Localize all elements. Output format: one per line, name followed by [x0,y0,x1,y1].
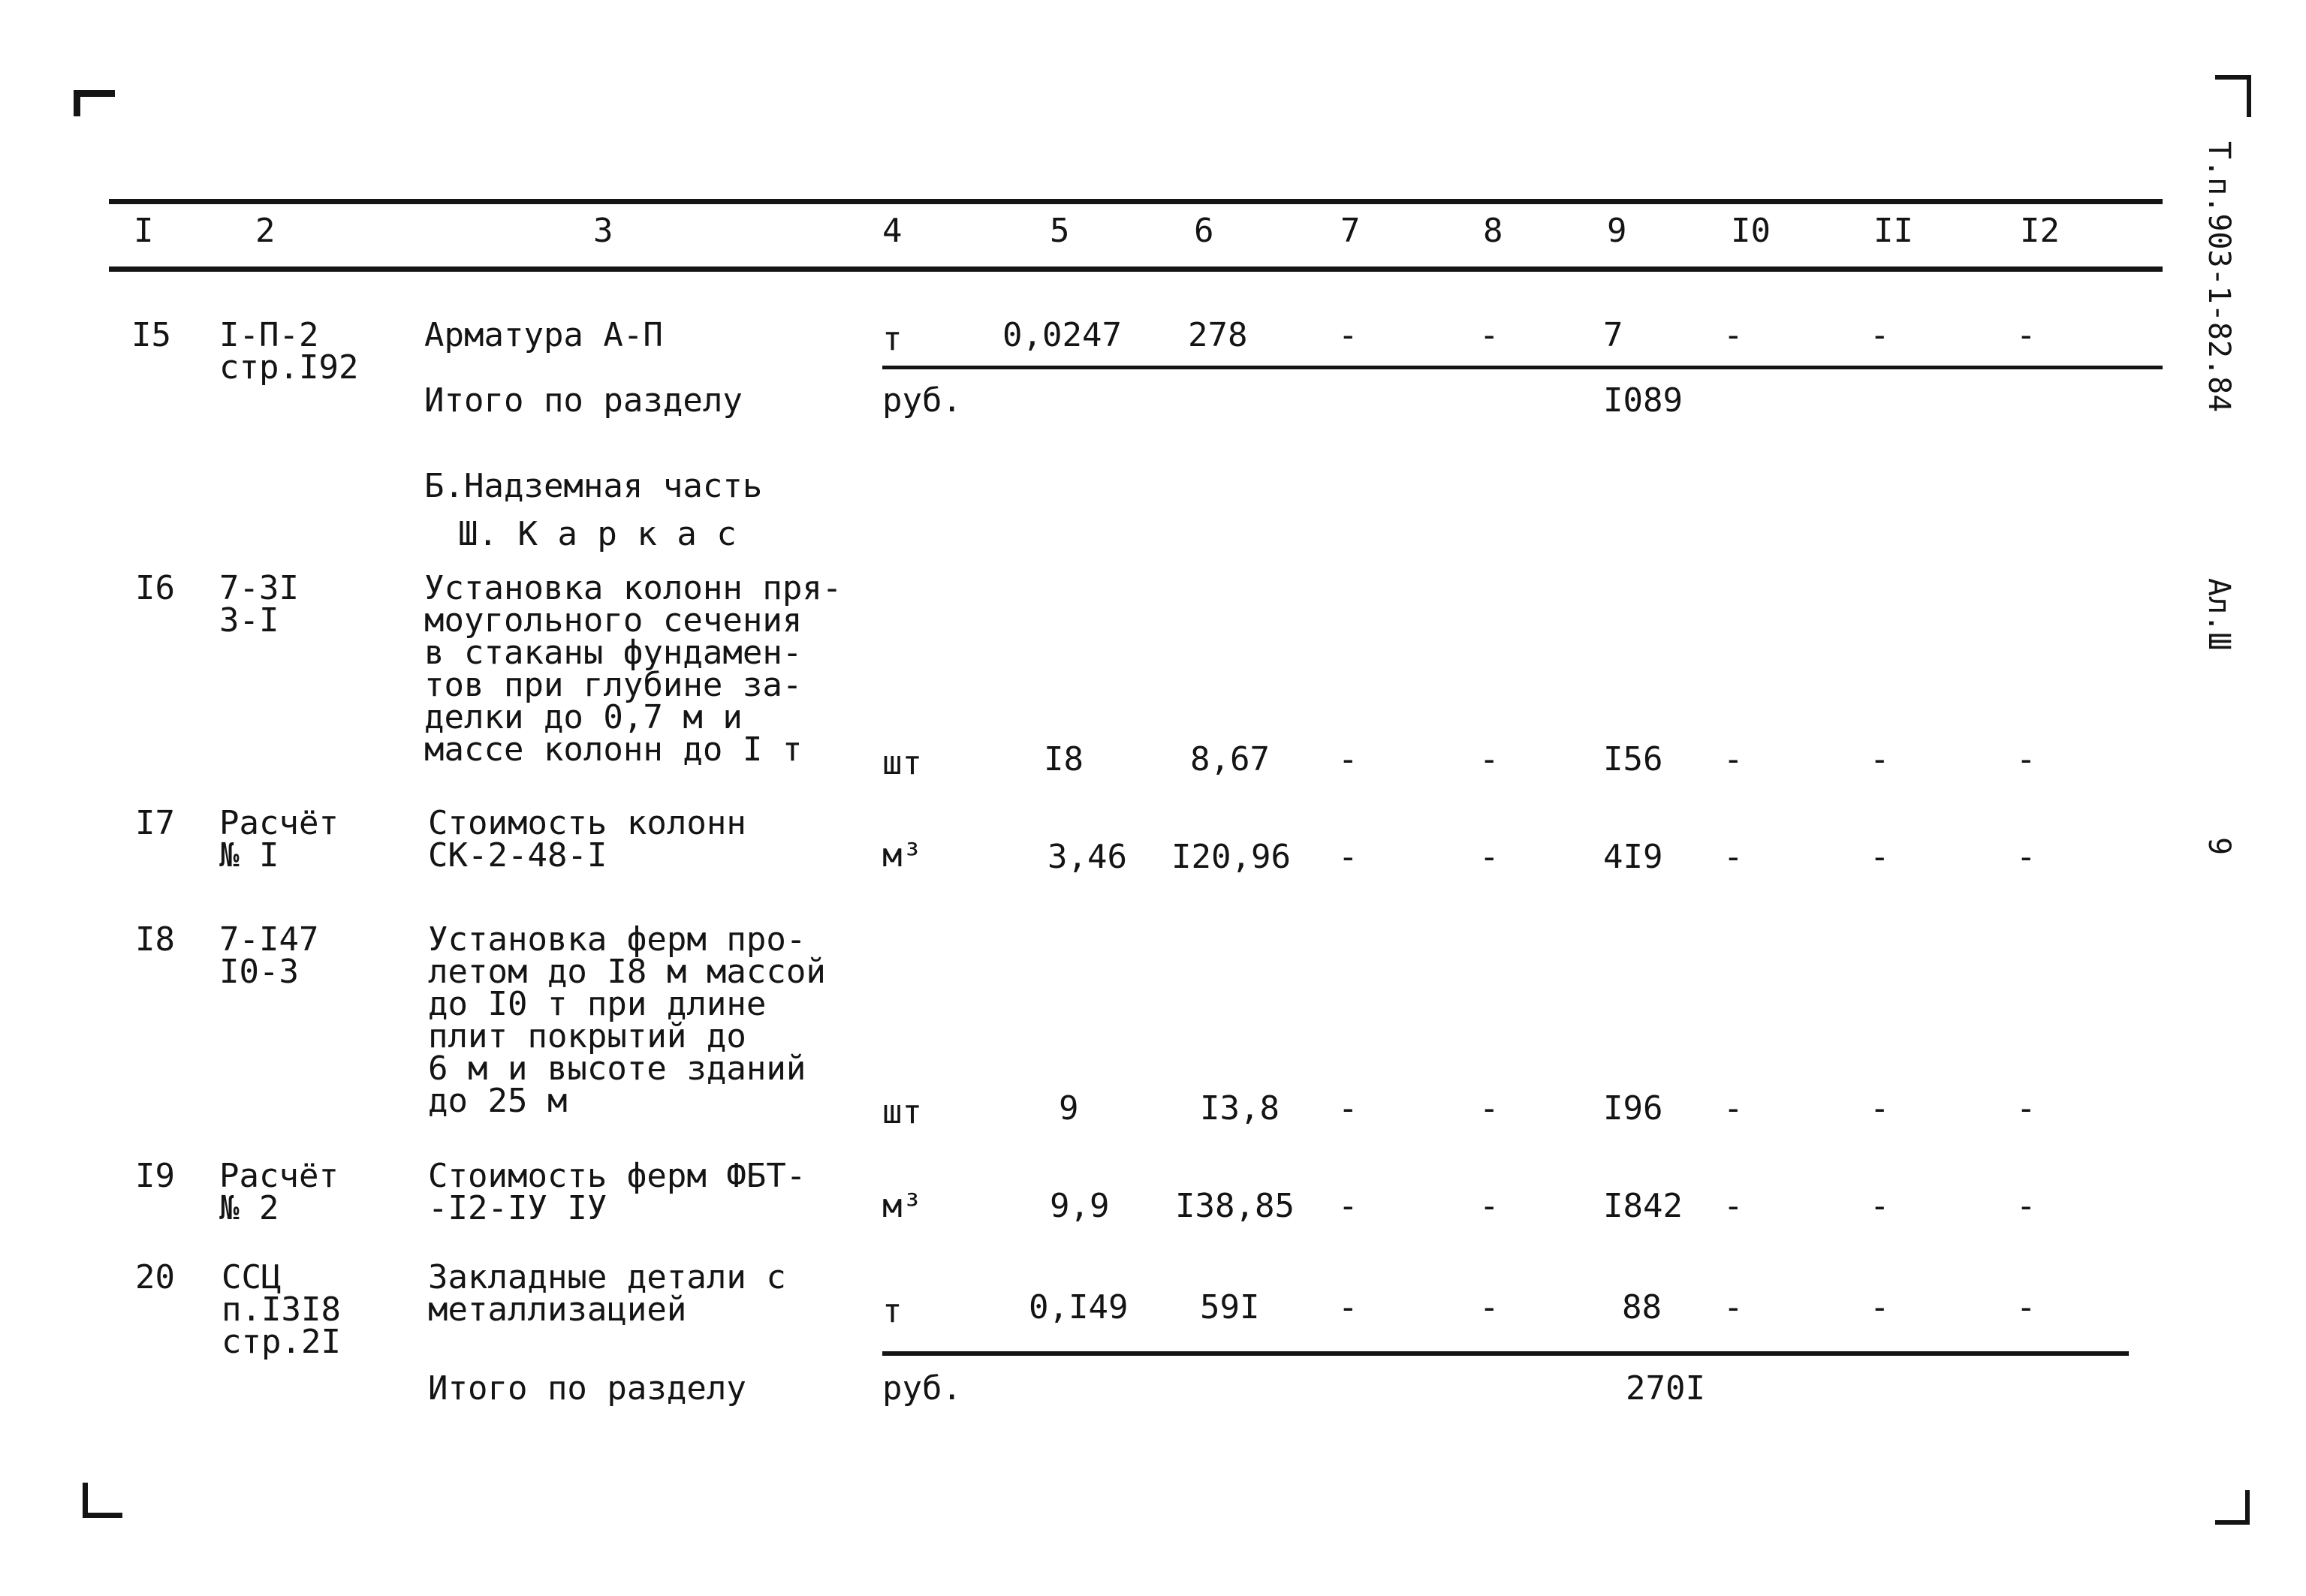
row-col-8: - [1479,316,1500,354]
row-col-8: - [1479,838,1500,876]
row-total: I56 [1603,740,1663,778]
subtotal-label: Итого по разделу [428,1369,746,1408]
header-col-11: II [1873,212,1913,250]
row-col-8: - [1479,1187,1500,1225]
row-unit: т [882,1292,903,1330]
row-description: Установка колонн пря- моугольного сечения в стаканы фундамен- тов при глубине за- делки до 0,7 м и массе колонн до I т [424,569,843,769]
row-col-11: - [1870,740,1890,778]
row-unit: м³ [882,836,922,875]
row-description: Стоимость колонн СК-2-48-I [428,804,746,875]
row-col-7: - [1338,1089,1358,1128]
row-col-12: - [2016,838,2036,876]
row-total: I842 [1603,1187,1683,1225]
row-col-11: - [1870,1187,1890,1225]
subtotal-unit: руб. [882,1369,962,1408]
subtotal-2-rule [882,1351,2129,1356]
row-code: 7-I47 I0-3 [219,920,319,991]
subtotal-value: 270I [1626,1369,1705,1408]
row-number: I7 [135,804,175,842]
header-col-4: 4 [882,212,903,250]
row-description: Арматура А-П [424,316,663,354]
row-unit: шт [882,744,922,782]
crop-mark-bottom-left [83,1483,122,1518]
header-col-1: I [134,212,154,250]
row-number: I8 [135,920,175,959]
row-quantity: 3,46 [1047,838,1127,876]
row-quantity: I8 [1044,740,1084,778]
row-col-7: - [1338,740,1358,778]
subtotal-label: Итого по разделу [424,381,743,420]
crop-mark-top-right [2215,75,2251,117]
row-unit-price: 59I [1200,1288,1260,1326]
row-col-7: - [1338,316,1358,354]
row-unit: т [882,320,903,358]
row-col-10: - [1723,316,1744,354]
row-total: I96 [1603,1089,1663,1128]
row-col-11: - [1870,1288,1890,1326]
row-unit-price: I3,8 [1200,1089,1280,1128]
album-number: Ал.Ш [2202,578,2236,651]
crop-mark-bottom-right [2215,1490,2250,1525]
row-code: ССЦ п.I3I8 стр.2I [222,1258,341,1361]
header-bottom-rule [109,267,2163,272]
row-unit-price: 8,67 [1190,740,1270,778]
row-quantity: 0,I49 [1029,1288,1129,1326]
row-col-11: - [1870,838,1890,876]
header-col-10: I0 [1731,212,1771,250]
row-col-12: - [2016,1288,2036,1326]
document-code: Т.п.903-1-82.84 [2202,141,2236,413]
header-col-3: 3 [593,212,613,250]
row-col-10: - [1723,1089,1744,1128]
header-col-8: 8 [1483,212,1503,250]
row-col-10: - [1723,1187,1744,1225]
header-col-12: I2 [2020,212,2060,250]
row-col-12: - [2016,316,2036,354]
row-quantity: 0,0247 [1002,316,1122,354]
row-col-12: - [2016,1187,2036,1225]
page-number: 9 [2202,837,2236,856]
row-total: 4I9 [1603,838,1663,876]
row-quantity: 9,9 [1050,1187,1110,1225]
row-unit-price: 278 [1188,316,1248,354]
row-col-7: - [1338,1187,1358,1225]
row-col-11: - [1870,316,1890,354]
row-description: Установка ферм про- летом до I8 м массой до I0 т при длине плит покрытий до 6 м и высоте зданий до 25 м [428,920,826,1120]
row-number: I5 [131,316,171,354]
row-code: Расчёт № I [219,804,339,875]
subtotal-value: I089 [1603,381,1683,420]
row-col-12: - [2016,1089,2036,1128]
row-total: 7 [1603,316,1623,354]
row-description: Стоимость ферм ФБТ- -I2-IУ IУ [428,1157,806,1227]
row-code: Расчёт № 2 [219,1157,339,1227]
row-code: 7-3I 3-I [219,569,299,640]
header-col-2: 2 [255,212,276,250]
subtotal-1-rule [882,366,2163,369]
row-unit: шт [882,1093,922,1131]
row-unit-price: I38,85 [1175,1187,1295,1225]
row-quantity: 9 [1059,1089,1079,1128]
row-col-8: - [1479,740,1500,778]
header-col-5: 5 [1050,212,1070,250]
row-unit: м³ [882,1187,922,1225]
row-unit-price: I20,96 [1171,838,1291,876]
crop-mark-top-left [74,90,115,116]
subtotal-unit: руб. [882,381,962,420]
row-number: I6 [135,569,175,607]
row-total: 88 [1622,1288,1662,1326]
row-col-12: - [2016,740,2036,778]
subsection-heading: Ш. К а р к а с [458,515,737,553]
row-col-10: - [1723,740,1744,778]
header-col-9: 9 [1607,212,1627,250]
row-col-10: - [1723,838,1744,876]
row-number: I9 [135,1157,175,1195]
row-col-11: - [1870,1089,1890,1128]
row-code: I-П-2 стр.I92 [219,316,359,387]
row-col-7: - [1338,838,1358,876]
row-number: 20 [135,1258,175,1296]
row-description: Закладные детали с металлизацией [428,1258,786,1329]
header-col-6: 6 [1194,212,1214,250]
row-col-8: - [1479,1089,1500,1128]
row-col-7: - [1338,1288,1358,1326]
row-col-8: - [1479,1288,1500,1326]
header-col-7: 7 [1340,212,1361,250]
table-top-rule [109,199,2163,204]
row-col-10: - [1723,1288,1744,1326]
section-heading: Б.Надземная часть [424,467,763,505]
